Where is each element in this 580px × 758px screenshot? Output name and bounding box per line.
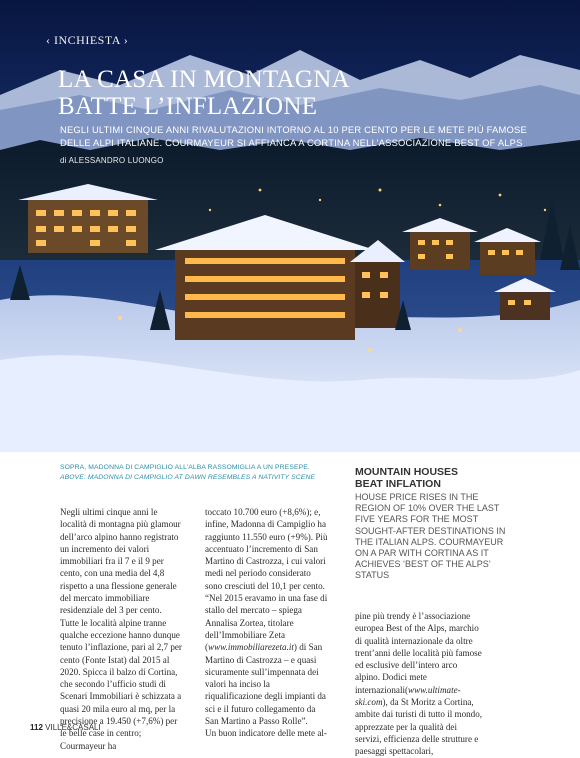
ultimate-ski-link[interactable]: www.ultimate-ski.com <box>355 684 461 708</box>
section-kicker: ‹ INCHIESTA › <box>46 33 129 47</box>
article-title-line-1: LA CASA IN MONTAGNA <box>58 66 350 93</box>
page-footer <box>30 723 101 732</box>
zeta-website-link[interactable]: www.immobiliarezeta.it <box>208 642 294 653</box>
english-title-line-1: MOUNTAIN HOUSES <box>355 466 459 478</box>
body-column-3 <box>355 610 483 758</box>
article-title <box>58 66 478 120</box>
photo-caption-en: ABOVE: MADONNA DI CAMPIGLIO AT DAWN RESEMBLES A NATIVITY SCENE <box>60 474 316 481</box>
body-column-3-text-a: pine più trendy è l’associazione europea Best of the Alps, marchio di qualità internazionale da oltre trent’anni delle località più famose ed esclusive dell’intero arco alpino. Dodici mete internazionali( <box>355 611 482 695</box>
article-subtitle: NEGLI ULTIMI CINQUE ANNI RIVALUTAZIONI INTORNO AL 10 PER CENTO PER LE METE PIÙ FAMOSE DELLE ALPI ITALIANE. COURMAYEUR SI AFFIANCA A CORTINA NELL’ASSOCIAZIONE BEST OF ALPS <box>60 124 527 148</box>
photo-caption-it: SOPRA, MADONNA DI CAMPIGLIO ALL’ALBA RASSOMIGLIA A UN PRESEPE. <box>60 464 310 471</box>
article-title-line-2: BATTE L’INFLAZIONE <box>58 93 318 120</box>
english-title <box>355 466 515 490</box>
body-column-3-text-b: ), da St Moritz a Cortina, ambite dai turisti di tutto il mondo, apprezzate per la qualità dei servizi, efficienza delle strutture e paesaggi spettacolari, <box>355 697 483 757</box>
photo-caption <box>60 463 330 483</box>
english-summary: HOUSE PRICE RISES IN THE REGION OF 10% OVER THE LAST FIVE YEARS FOR THE MOST SOUGHT-AFTER DESTINATIONS IN THE ITALIAN ALPS. COURMAYEUR ON A PAR WITH CORTINA AS IT ACHIEVES ‘BEST OF THE ALPS’ STATUS <box>355 492 506 581</box>
body-column-1: Negli ultimi cinque anni le località di montagna più glamour dell’arco alpino hanno registrato un incremento dei valori immobiliari fra il 7 e il 9 per cento, con una media del 4,8 rispetto a una flessione generale del mercato immobiliare residenziale del 3 per cento. Tutte le località alpine tranne qualche eccezione hanno dunque tenuto l’inflazione, pari al 2,7 per cento (Fonte Istat) dal 2015 al 2020. Spicca il balzo di Cortina, che secondo l’ufficio studi di Scenari Immobiliari è schizzata a quasi 20 mila euro al mq, per la precisione a 19.450 (+7,6%) per le belle case in centro; Courmayeur ha <box>60 507 182 751</box>
english-title-line-2: BEAT INFLATION <box>355 478 441 490</box>
body-column-2-text-b: ) di San Martino di Castrozza – e quasi sicuramente sull’impennata dei valori ha inciso la riqualificazione degli impianti da sci e il futuro collegamento da San Martino a Passo Rolle”. <box>205 642 326 727</box>
body-column-2 <box>205 506 329 740</box>
body-column-2-text-a: toccato 10.700 euro (+8,6%); e, infine, Madonna di Campiglio ha raggiunto 11.550 euro (+9%). Più accentuato l’incremento di San Martino di Castrozza, i cui valori medi nel periodo considerato sono cresciuti del 10,1 per cento. “Nel 2015 eravamo in una fase di stallo del mercato – spiega Annalisa Zortea, titolare dell’Immobiliare Zeta ( <box>205 507 328 653</box>
page-number: 112 <box>30 723 43 732</box>
magazine-name: VILLE&CASALI <box>45 723 101 732</box>
article-byline: di ALESSANDRO LUONGO <box>60 156 164 165</box>
body-column-2-text-c: Un buon indicatore delle mete al- <box>205 728 327 739</box>
